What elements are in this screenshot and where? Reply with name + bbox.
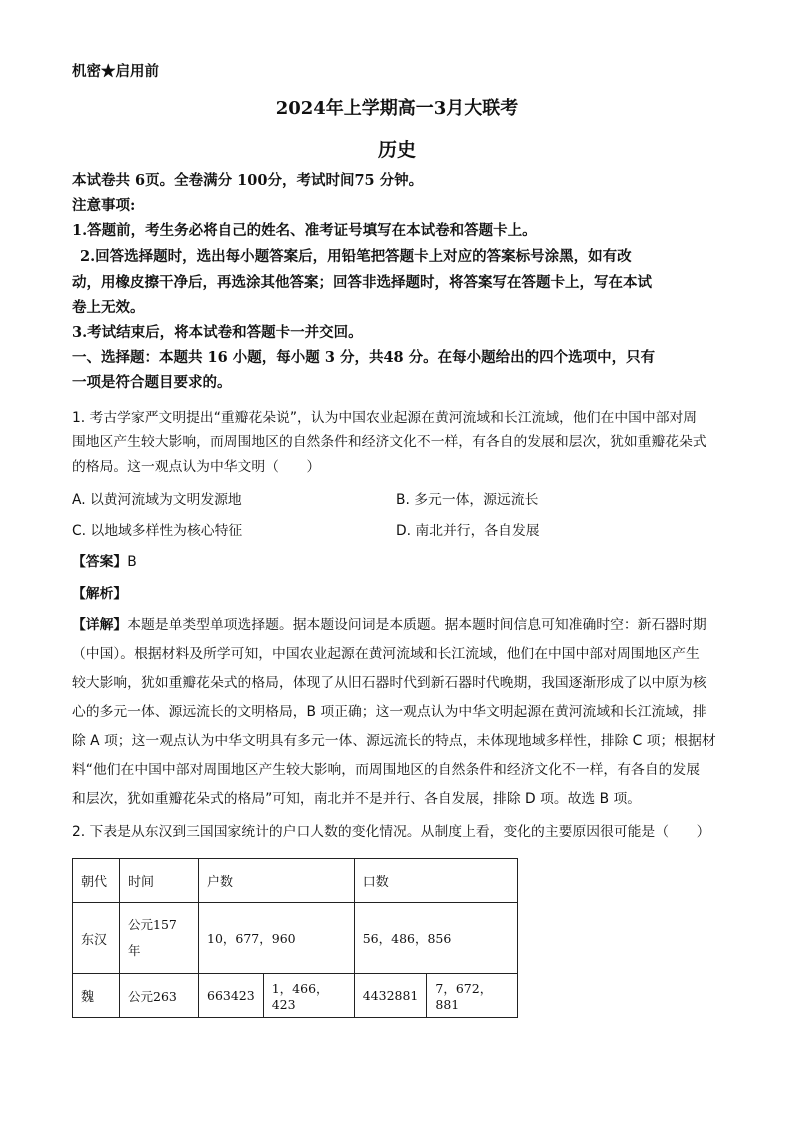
table-header-cell: 时间 [120,859,199,903]
detail-line: 较大影响，犹如重瓣花朵式的格局，体现了从旧石器时代到新石器时代晚期，我国逐渐形成了以中原为核 [72,675,707,691]
detail-line: （中国）。根据材料及所学可知，中国农业起源在黄河流域和长江流域，他们在中国中部对周围地区产生 [72,646,700,662]
answer-tag: 【答案】 [72,554,128,570]
q1-option-c: C. 以地域多样性为核心特征 [72,523,243,539]
exam-info: 本试卷共 6页。全卷满分 100分，考试时间75 分钟。 [72,172,424,189]
note-3: 3.考试结束后，将本试卷和答题卡一并交回。 [72,324,363,341]
note-2-end: 卷上无效。 [72,299,145,316]
table-row [73,903,518,974]
detail-tag: 【详解】 [72,617,128,633]
table-cell: 7，672，881 [427,974,518,1018]
table-cell: 10，677，960 [199,903,355,974]
table-header-row [73,859,518,903]
q1-detail-row [72,615,707,635]
q1-option-d: D. 南北并行，各自发展 [396,523,540,539]
exam-title: 2024年上学期高一3月大联考 [275,98,519,119]
q1-option-a: A. 以黄河流域为文明发源地 [72,492,242,508]
note-2-cont: 动，用橡皮擦干净后，再选涂其他答案；回答非选择题时，将答案写在答题卡上，写在本试 [72,274,652,291]
detail-line: 除 A 项；这一观点认为中华文明具有多元一体、源远流长的特点，未体现地域多样性，排除 C 项；根据材 [72,733,716,749]
table-cell: 4432881 [354,974,427,1018]
q1-option-b: B. 多元一体，源远流长 [396,492,539,508]
answer-value: B [127,554,137,570]
table-header-cell: 口数 [354,859,518,903]
notice-heading: 注意事项: [72,197,136,214]
table-cell: 1，466，423 [263,974,354,1018]
q1-stem-line: 1. 考古学家严文明提出“重瓣花朵说”，认为中国农业起源在黄河流域和长江流域，他们在中国中部对周 [72,410,698,426]
q1-stem-line: 围地区产生较大影响，而周围地区的自然条件和经济文化不一样，有各自的发展和层次，犹如重瓣花朵式 [72,434,707,450]
table-cell: 56，486，856 [354,903,518,974]
table-cell [120,903,199,974]
detail-line: 料“他们在中国中部对周围地区产生较大影响，而周围地区的自然条件和经济文化不一样，有各自的发展 [72,762,701,778]
note-1: 1.答题前，考生务必将自己的姓名、准考证号填写在本试卷和答题卡上。 [72,222,537,239]
table-cell: 魏 [73,974,120,1018]
subject-title: 历史 [377,139,416,161]
detail-line: 和层次，犹如重瓣花朵式的格局”可知，南北并不是并行、各自发展，排除 D 项。故选 B 项。 [72,791,642,807]
confidential-label: 机密★启用前 [72,63,159,80]
analysis-tag: 【解析】 [72,586,128,602]
time-line: 年 [128,943,141,958]
detail-line: 心的多元一体、源远流长的文明格局，B 项正确；这一观点认为中华文明起源在黄河流域和长江流域，排 [72,704,707,720]
time-line: 公元157 [128,917,177,932]
note-2: 2.回答选择题时，选出每小题答案后，用铅笔把答题卡上对应的答案标号涂黑，如有改 [80,248,632,265]
table-cell: 663423 [199,974,264,1018]
census-table [72,858,518,1018]
table-header-cell: 户数 [199,859,355,903]
table-cell: 公元263 [120,974,199,1018]
q1-answer-row [72,552,137,572]
q1-analysis-row [72,584,127,604]
table-header-cell: 朝代 [73,859,120,903]
section-heading: 一、选择题：本题共 16 小题，每小题 3 分，共48 分。在每小题给出的四个选项中，只有 [72,349,656,366]
detail-line: 本题是单类型单项选择题。据本题设问词是本质题。据本题时间信息可知准确时空：新石器时期 [127,617,707,633]
table-cell: 东汉 [73,903,120,974]
table-row [73,974,518,1018]
q2-stem: 2. 下表是从东汉到三国国家统计的户口人数的变化情况。从制度上看，变化的主要原因很可能是（ ） [72,824,711,840]
q1-stem-line: 的格局。这一观点认为中华文明（ ） [72,459,321,475]
section-heading-cont: 一项是符合题目要求的。 [72,374,232,391]
